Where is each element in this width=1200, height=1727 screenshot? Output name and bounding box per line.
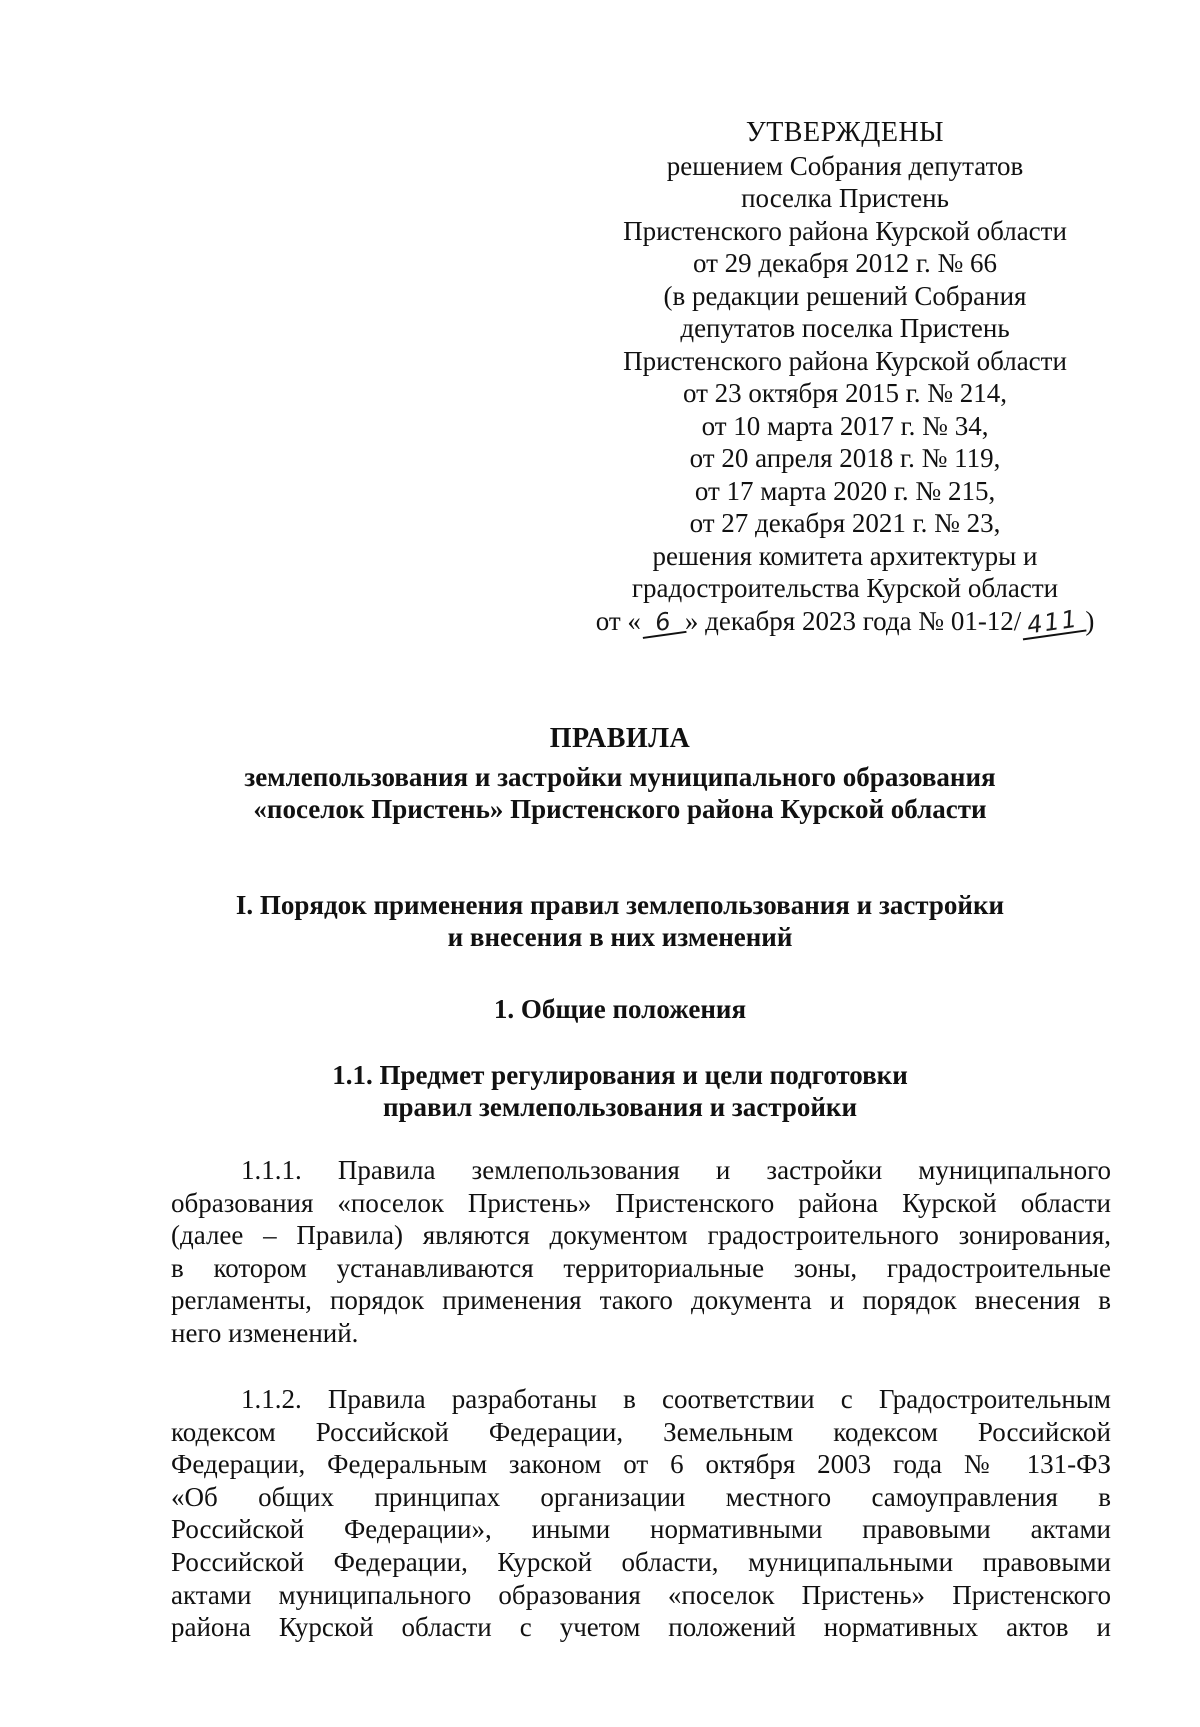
paragraph-1-1-1 [171,1154,1111,1350]
chapter-heading-line: 1. Общие положения [493,994,747,1024]
subsection-heading-line: 1.1. Предмет регулирования и цели подготовки [332,1060,908,1090]
paragraph-line: регламенты, порядок применения такого документа и порядок внесения в [171,1285,1111,1316]
approval-block [560,117,1130,637]
paragraph-line: (далее – Правила) являются документом градостроительного зонирования, [171,1220,1111,1251]
paragraph-line: Российской Федерации, Курской области, муниципальными правовыми [171,1546,1111,1577]
paragraph-1-1-2 [171,1383,1111,1644]
section-heading-line: и внесения в них изменений [447,922,793,952]
approval-last-line [560,605,1130,638]
subsection-heading-line: правил землепользования и застройки [382,1092,858,1122]
paragraph-line: Российской Федерации», иными нормативными правовыми актами [171,1514,1111,1545]
approval-line: градостроительства Курской области [631,573,1059,603]
paragraph-line: него изменений. [171,1317,359,1348]
handwritten-day: 6 [639,607,686,639]
handwritten-number: 411 [1020,605,1087,640]
subsection-heading [160,1059,1080,1123]
subtitle-line: землепользования и застройки муниципального образования [244,762,996,792]
paragraph-line: образования «поселок Пристень» Пристенского района Курской области [171,1187,1111,1218]
title-heading: ПРАВИЛА [549,723,691,754]
approval-line: решения комитета архитектуры и [652,540,1038,571]
approval-line: (в редакции решений Собрания [663,280,1027,311]
document-subtitle [160,761,1080,825]
paragraph-line: кодексом Российской Федерации, Земельным кодексом Российской [171,1416,1111,1447]
paragraph-line: в котором устанавливаются территориальные зоны, градостроительные [171,1252,1111,1283]
approval-line: Пристенского района Курской области [623,345,1067,376]
approval-suffix: ) [1085,605,1095,636]
approval-prefix: от « [595,605,641,636]
paragraph-line: района Курской области с учетом положений нормативных актов и [171,1612,1111,1643]
approval-middle: » декабря 2023 года № 01-12/ [684,605,1022,636]
approval-heading: УТВЕРЖДЕНЫ [745,117,945,148]
approval-line: поселка Пристень [741,183,949,213]
section-heading [160,889,1080,953]
section-heading-line: I. Порядок применения правил землепользования и застройки [235,890,1005,920]
document-title [160,723,1080,755]
approval-line: от 27 декабря 2021 г. № 23, [689,508,1001,538]
paragraph-line: 1.1.1. Правила землепользования и застройки муниципального [241,1155,1111,1185]
approval-line: от 17 марта 2020 г. № 215, [694,475,996,506]
paragraph-line: «Об общих принципах организации местного самоуправления в [171,1481,1111,1512]
chapter-heading [160,993,1080,1025]
approval-line: от 10 марта 2017 г. № 34, [701,410,989,441]
approval-line: от 23 октября 2015 г. № 214, [682,378,1007,408]
paragraph-line: актами муниципального образования «поселок Пристень» Пристенского [171,1579,1111,1610]
approval-line: решением Собрания депутатов [666,150,1024,181]
approval-line: депутатов поселка Пристень [680,313,1010,343]
paragraph-line: Федерации, Федеральным законом от 6 октября 2003 года № 131-ФЗ [171,1449,1111,1480]
approval-line: от 20 апреля 2018 г. № 119, [689,443,1001,473]
paragraph-line: 1.1.2. Правила разработаны в соответствии с Градостроительным [241,1384,1111,1414]
approval-line: Пристенского района Курской области [623,215,1067,246]
approval-line: от 29 декабря 2012 г. № 66 [692,248,998,278]
subtitle-line: «поселок Пристень» Пристенского района Курской области [253,794,987,824]
